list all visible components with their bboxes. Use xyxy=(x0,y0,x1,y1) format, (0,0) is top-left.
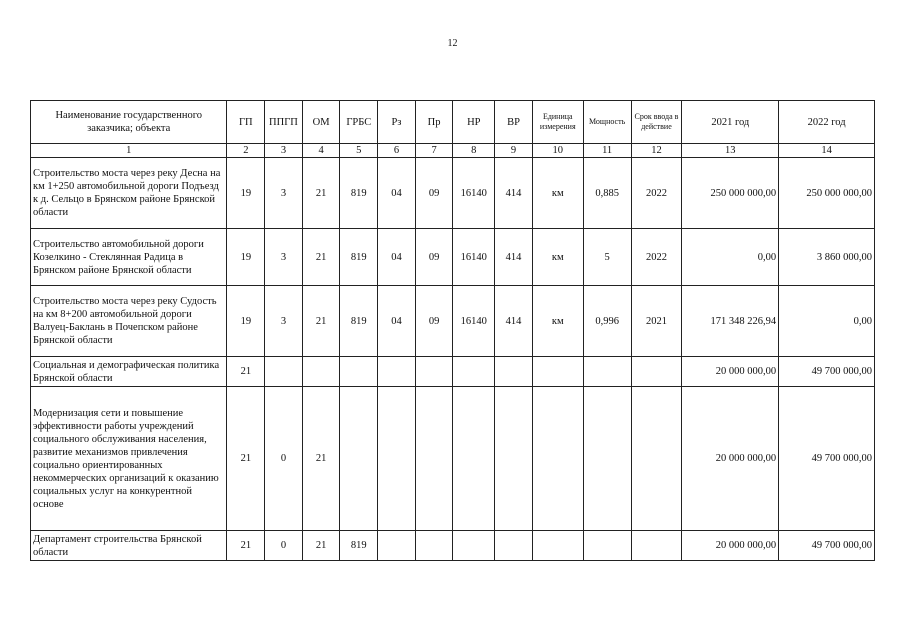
column-number: 11 xyxy=(583,144,631,158)
table-cell: 09 xyxy=(415,286,453,357)
table-cell: 819 xyxy=(340,531,378,561)
header-cell: ГП xyxy=(227,101,265,144)
table-cell: 19 xyxy=(227,229,265,286)
amount-cell: 3 860 000,00 xyxy=(779,229,875,286)
table-cell: 21 xyxy=(302,531,340,561)
amount-cell: 0,00 xyxy=(779,286,875,357)
table-cell: 09 xyxy=(415,158,453,229)
table-cell xyxy=(378,531,416,561)
table-cell: 04 xyxy=(378,286,416,357)
table-cell xyxy=(631,357,682,387)
column-number: 4 xyxy=(302,144,340,158)
object-name-cell: Социальная и демографическая политика Брянской области xyxy=(31,357,227,387)
table-cell xyxy=(583,357,631,387)
header-cell: Мощность xyxy=(583,101,631,144)
table-cell xyxy=(532,357,583,387)
header-cell: 2022 год xyxy=(779,101,875,144)
table-cell: 09 xyxy=(415,229,453,286)
column-number: 2 xyxy=(227,144,265,158)
header-cell: ППГП xyxy=(265,101,303,144)
table-cell: 3 xyxy=(265,286,303,357)
table-row xyxy=(31,531,875,561)
object-name-cell: Модернизация сети и повышение эффективности работы учреждений социального обслуживания населения, развитие механизмов привлечения социально ориентированных некоммерческих организаций к оказанию социальных услуг на конкурентной основе xyxy=(31,387,227,531)
table-cell xyxy=(532,531,583,561)
table-cell: км xyxy=(532,286,583,357)
table-cell xyxy=(495,357,533,387)
object-name-cell: Департамент строительства Брянской области xyxy=(31,531,227,561)
table-cell: 21 xyxy=(302,229,340,286)
table-cell: км xyxy=(532,158,583,229)
table-cell: 21 xyxy=(227,357,265,387)
table-cell xyxy=(378,357,416,387)
table-cell: 21 xyxy=(302,158,340,229)
table-cell: км xyxy=(532,229,583,286)
amount-cell: 49 700 000,00 xyxy=(779,387,875,531)
table-cell: 819 xyxy=(340,229,378,286)
table-cell xyxy=(340,357,378,387)
amount-cell: 49 700 000,00 xyxy=(779,531,875,561)
column-number: 9 xyxy=(495,144,533,158)
table-cell: 0 xyxy=(265,387,303,531)
table-cell: 2021 xyxy=(631,286,682,357)
table-cell xyxy=(302,357,340,387)
header-cell: 2021 год xyxy=(682,101,779,144)
table-cell xyxy=(453,357,495,387)
table-cell: 5 xyxy=(583,229,631,286)
table-cell xyxy=(378,387,416,531)
object-name-cell: Строительство моста через реку Десна на км 1+250 автомобильной дороги Подъезд к д. Сельцо в Брянском районе Брянской области xyxy=(31,158,227,229)
table-cell: 21 xyxy=(302,286,340,357)
object-name-cell: Строительство моста через реку Судость на км 8+200 автомобильной дороги Валуец-Баклань в Почепском районе Брянской области xyxy=(31,286,227,357)
table-cell xyxy=(415,387,453,531)
table-cell: 414 xyxy=(495,286,533,357)
table-cell xyxy=(453,531,495,561)
column-number: 1 xyxy=(31,144,227,158)
column-number: 12 xyxy=(631,144,682,158)
table-cell: 21 xyxy=(227,387,265,531)
table-cell xyxy=(453,387,495,531)
header-cell: ОМ xyxy=(302,101,340,144)
object-name-cell: Строительство автомобильной дороги Козелкино - Стеклянная Радица в Брянском районе Брянской области xyxy=(31,229,227,286)
amount-cell: 250 000 000,00 xyxy=(779,158,875,229)
table-cell: 21 xyxy=(302,387,340,531)
table-cell: 414 xyxy=(495,229,533,286)
page-number: 12 xyxy=(447,38,458,49)
column-number: 5 xyxy=(340,144,378,158)
table-cell: 3 xyxy=(265,158,303,229)
table-cell xyxy=(495,531,533,561)
table-cell xyxy=(495,387,533,531)
header-cell: НР xyxy=(453,101,495,144)
header-cell: Пр xyxy=(415,101,453,144)
header-cell: ВР xyxy=(495,101,533,144)
table-cell: 0 xyxy=(265,531,303,561)
column-number: 14 xyxy=(779,144,875,158)
table-row xyxy=(31,229,875,286)
table-cell xyxy=(415,531,453,561)
table-cell: 2022 xyxy=(631,229,682,286)
amount-cell: 20 000 000,00 xyxy=(682,387,779,531)
table-cell xyxy=(265,357,303,387)
table-cell: 04 xyxy=(378,158,416,229)
amount-cell: 20 000 000,00 xyxy=(682,357,779,387)
header-cell: Срок ввода в действие xyxy=(631,101,682,144)
table-cell: 04 xyxy=(378,229,416,286)
table-row xyxy=(31,158,875,229)
table-cell: 414 xyxy=(495,158,533,229)
column-number-row xyxy=(31,144,875,158)
table-cell: 19 xyxy=(227,158,265,229)
amount-cell: 250 000 000,00 xyxy=(682,158,779,229)
table-cell: 819 xyxy=(340,286,378,357)
header-cell: Наименование государственного заказчика; объекта xyxy=(31,101,227,144)
table-cell xyxy=(583,387,631,531)
table-row xyxy=(31,286,875,357)
table-cell: 16140 xyxy=(453,286,495,357)
column-number: 3 xyxy=(265,144,303,158)
table-cell: 0,996 xyxy=(583,286,631,357)
table-cell: 0,885 xyxy=(583,158,631,229)
column-number: 10 xyxy=(532,144,583,158)
table-row xyxy=(31,387,875,531)
table-cell: 21 xyxy=(227,531,265,561)
header-cell: ГРБС xyxy=(340,101,378,144)
table-header-row xyxy=(31,101,875,144)
budget-table xyxy=(30,100,875,561)
column-number: 7 xyxy=(415,144,453,158)
table-cell xyxy=(532,387,583,531)
table-row xyxy=(31,357,875,387)
column-number: 6 xyxy=(378,144,416,158)
table-cell: 19 xyxy=(227,286,265,357)
table-cell: 16140 xyxy=(453,229,495,286)
column-number: 13 xyxy=(682,144,779,158)
table-cell: 3 xyxy=(265,229,303,286)
table-cell xyxy=(415,357,453,387)
table-cell: 16140 xyxy=(453,158,495,229)
table-cell xyxy=(631,531,682,561)
amount-cell: 171 348 226,94 xyxy=(682,286,779,357)
amount-cell: 0,00 xyxy=(682,229,779,286)
header-cell: Рз xyxy=(378,101,416,144)
amount-cell: 20 000 000,00 xyxy=(682,531,779,561)
table-cell xyxy=(340,387,378,531)
column-number: 8 xyxy=(453,144,495,158)
table-cell: 819 xyxy=(340,158,378,229)
header-cell: Единица измерения xyxy=(532,101,583,144)
table-cell xyxy=(583,531,631,561)
table-cell xyxy=(631,387,682,531)
amount-cell: 49 700 000,00 xyxy=(779,357,875,387)
table-cell: 2022 xyxy=(631,158,682,229)
